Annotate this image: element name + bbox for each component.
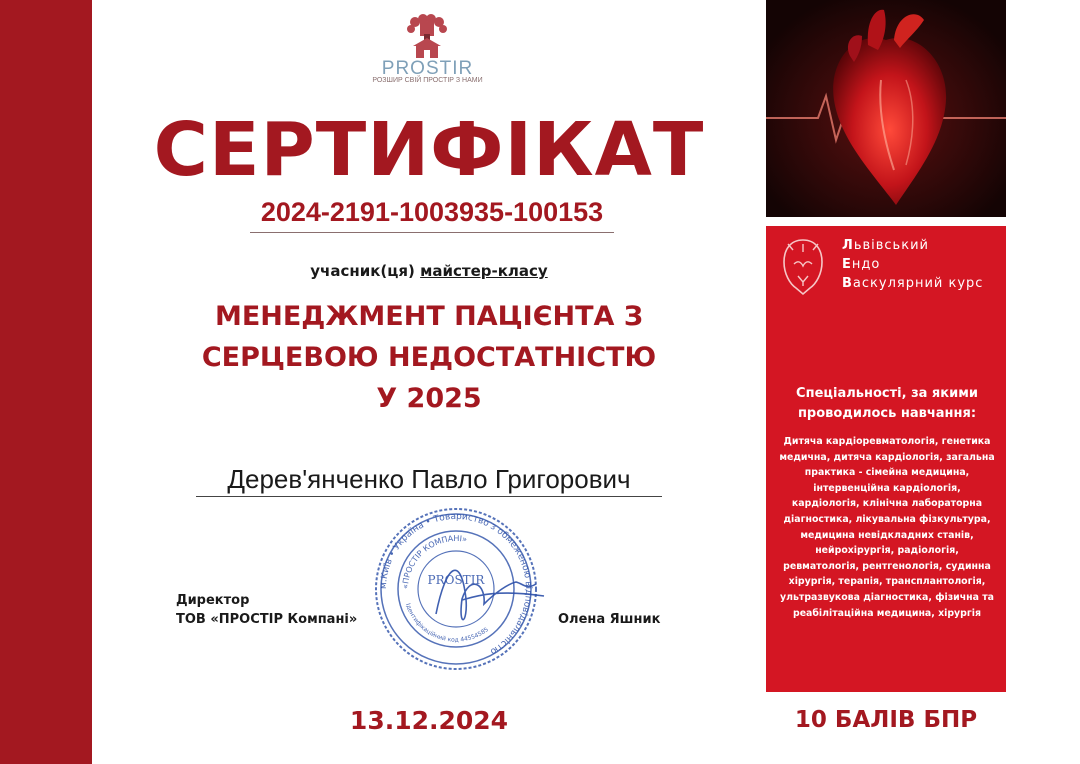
course-logo-text: [842, 236, 983, 293]
specialties-line: інтервенційна кардіологія,: [813, 482, 961, 494]
official-stamp: [366, 504, 546, 674]
specialties-line: кардіологія, клінічна лабораторна: [791, 498, 983, 510]
specialties-line: медицина невідкладних станів,: [800, 529, 974, 541]
specialties-line: Дитяча кардіоревматологія, генетика: [783, 436, 991, 447]
issue-date: 13.12.2024: [349, 706, 509, 735]
course-logo-line: [842, 255, 983, 274]
specialties-line: ревматологія, рентгенологія, судинна: [783, 560, 991, 572]
specialties-line: діагностика, лікувальна фізкультура,: [783, 513, 991, 525]
director-company: ТОВ «ПРОСТІР Компані»: [176, 612, 358, 627]
signer-name: Олена Яшник: [558, 612, 661, 627]
course-title-line: МЕНЕДЖМЕНТ ПАЦІЄНТА З: [214, 301, 644, 332]
left-decorative-bar: [0, 0, 92, 764]
course-logo-line: [842, 274, 983, 293]
stamp-inner-text: «ПРОСТІР КОМПАНІ»: [400, 533, 468, 590]
certificate-title: СЕРТИФІКАТ: [153, 107, 705, 193]
director-title: [176, 591, 357, 629]
specialties-title: Спеціальності, за якими проводилось навчання:: [796, 386, 978, 421]
specialties-line: медична, дитяча кардіологія, загальна: [779, 451, 995, 463]
course-logo-initial: Л: [842, 238, 854, 253]
specialties-line: практика - сімейна медицина,: [804, 467, 970, 479]
specialties-list: [774, 434, 1000, 621]
specialties-line: ультразвукова діагностика, фізична та: [780, 591, 994, 603]
director-position: Директор: [176, 593, 250, 608]
course-title-line: СЕРЦЕВОЮ НЕДОСТАТНІСТЮ: [201, 342, 657, 373]
svg-text:Ідентифікаційний код 44554585: [404, 603, 490, 644]
logo-tagline: РОЗШИР СВІЙ ПРОСТІР З НАМИ: [372, 77, 483, 84]
specialties-line: хірургія, терапія, трансплантологія,: [788, 576, 986, 588]
stamp-outer-text: м.Київ • Україна • Товариство з обмеженою відповідальністю: [378, 511, 534, 657]
lion-head-icon: [778, 236, 828, 296]
tree-house-logo-icon: [365, 14, 490, 60]
course-logo-rest: ьвівський: [853, 238, 929, 253]
anatomical-heart-image: [766, 0, 1006, 217]
course-logo-initial: В: [842, 276, 853, 291]
certificate-number: 2024-2191-1003935-100153: [250, 192, 614, 233]
prostir-logo: [365, 14, 495, 88]
course-title: [92, 296, 766, 419]
logo-name: PROSTIR: [381, 58, 474, 79]
course-logo-rest: аскулярний курс: [852, 276, 984, 291]
participant-prefix: учасник(ця): [310, 262, 415, 280]
specialties-line: нейрохірургія, радіологія,: [815, 545, 959, 557]
course-title-line: У 2025: [376, 383, 482, 414]
specialties-line: реабілітаційна медицина, хірургія: [792, 607, 982, 619]
recipient-name: Дерев'янченко Павло Григорович: [196, 462, 662, 497]
course-logo-rest: ндо: [851, 257, 881, 272]
heart-image: [766, 0, 1006, 217]
participant-line: [92, 262, 766, 280]
cpd-points: 10 БАЛІВ БПР: [794, 707, 978, 733]
stamp-center-text: PROSTIR: [427, 573, 485, 587]
course-logo-line: [842, 236, 983, 255]
course-logo-initial: Е: [842, 257, 852, 272]
stamp-code-text: Ідентифікаційний код 44554585: [404, 602, 490, 644]
participant-type: майстер-класу: [420, 262, 548, 280]
